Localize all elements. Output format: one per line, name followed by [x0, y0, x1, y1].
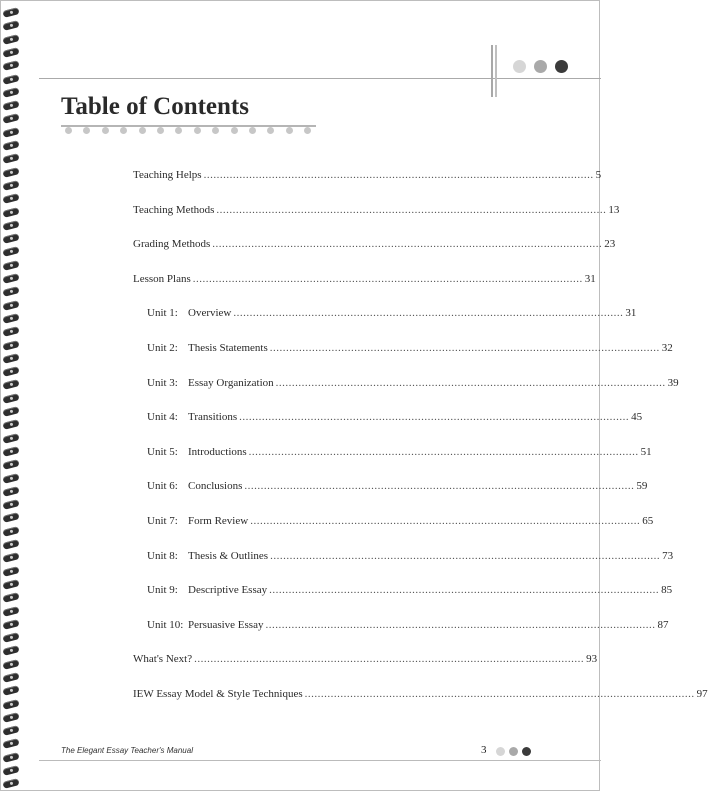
- toc-unit-entry: [147, 619, 669, 631]
- toc-unit-number: Unit 1:: [147, 307, 178, 319]
- toc-dot-leader: ........................................................................................................................: [275, 377, 666, 389]
- toc-unit-entry: [147, 584, 673, 596]
- toc-unit-number: Unit 3:: [147, 377, 178, 389]
- toc-entry-label: Descriptive Essay: [188, 584, 268, 596]
- toc-unit-entry: [147, 411, 643, 423]
- toc-entry-label: Conclusions: [188, 480, 243, 492]
- toc-entry-page: 45: [631, 411, 643, 423]
- toc-entry-label: Grading Methods: [133, 238, 211, 250]
- toc-unit-entry: [147, 377, 679, 389]
- footer-page-number: 3: [481, 744, 487, 756]
- toc-dot-leader: ........................................................................................................................: [244, 480, 635, 492]
- toc-dot-leader: ........................................................................................................................: [248, 446, 639, 458]
- toc-dot-leader: ........................................................................................................................: [233, 307, 624, 319]
- toc-entry: [133, 273, 596, 285]
- toc-unit-entry: [147, 446, 652, 458]
- toc-dot-leader: ........................................................................................................................: [239, 411, 630, 423]
- table-of-contents: [1, 1, 708, 792]
- footer-dot-mid-icon: [509, 747, 518, 756]
- toc-dot-leader: ........................................................................................................................: [192, 273, 583, 285]
- toc-entry: [133, 238, 616, 250]
- toc-entry-page: 39: [667, 377, 679, 389]
- toc-entry-label: Teaching Helps: [133, 169, 202, 181]
- toc-unit-number: Unit 6:: [147, 480, 178, 492]
- toc-unit-number: Unit 4:: [147, 411, 178, 423]
- toc-entry-label: Thesis & Outlines: [188, 550, 269, 562]
- toc-unit-number: Unit 2:: [147, 342, 178, 354]
- toc-entry-label: Essay Organization: [188, 377, 274, 389]
- toc-entry-label: What's Next?: [133, 653, 193, 665]
- footer-rule: [39, 760, 601, 761]
- page-title: Table of Contents: [61, 93, 249, 120]
- toc-entry: [133, 204, 620, 216]
- toc-entry-label: Thesis Statements: [188, 342, 268, 354]
- toc-unit-entry: [147, 515, 654, 527]
- toc-dot-leader: ........................................................................................................................: [250, 515, 641, 527]
- toc-entry-page: 87: [657, 619, 669, 631]
- toc-entry-page: 97: [696, 688, 708, 700]
- footer-dot-dark-icon: [522, 747, 531, 756]
- toc-dot-leader: ........................................................................................................................: [212, 238, 603, 250]
- toc-entry: [133, 169, 602, 181]
- toc-entry-label: Overview: [188, 307, 232, 319]
- toc-entry-page: 23: [604, 238, 616, 250]
- toc-dot-leader: ........................................................................................................................: [265, 619, 656, 631]
- toc-entry-page: 51: [640, 446, 652, 458]
- toc-entry-page: 85: [661, 584, 673, 596]
- toc-dot-leader: ........................................................................................................................: [216, 204, 607, 216]
- toc-entry-page: 5: [595, 169, 602, 181]
- toc-entry-label: Transitions: [188, 411, 238, 423]
- toc-entry-page: 32: [661, 342, 673, 354]
- toc-entry-label: Introductions: [188, 446, 247, 458]
- toc-entry-page: 73: [662, 550, 674, 562]
- toc-entry-label: Form Review: [188, 515, 249, 527]
- toc-unit-entry: [147, 342, 673, 354]
- toc-entry-page: 65: [642, 515, 654, 527]
- toc-entry-page: 31: [584, 273, 596, 285]
- toc-dot-leader: ........................................................................................................................: [269, 584, 660, 596]
- toc-unit-entry: [147, 480, 648, 492]
- toc-dot-leader: ........................................................................................................................: [304, 688, 695, 700]
- toc-dot-leader: ........................................................................................................................: [194, 653, 585, 665]
- toc-unit-entry: [147, 307, 637, 319]
- toc-unit-number: Unit 8:: [147, 550, 178, 562]
- toc-entry: [133, 653, 598, 665]
- toc-entry-page: 93: [586, 653, 598, 665]
- toc-unit-entry: [147, 550, 674, 562]
- toc-entry-label: Persuasive Essay: [188, 619, 264, 631]
- toc-entry-label: Teaching Methods: [133, 204, 215, 216]
- toc-unit-number: Unit 7:: [147, 515, 178, 527]
- toc-dot-leader: ........................................................................................................................: [203, 169, 594, 181]
- toc-entry-label: IEW Essay Model & Style Techniques: [133, 688, 303, 700]
- toc-dot-leader: ........................................................................................................................: [270, 550, 661, 562]
- toc-entry: [133, 688, 708, 700]
- footer-book-title: The Elegant Essay Teacher's Manual: [61, 746, 193, 755]
- toc-entry-page: 13: [608, 204, 620, 216]
- toc-dot-leader: ........................................................................................................................: [269, 342, 660, 354]
- toc-unit-number: Unit 10:: [147, 619, 184, 631]
- toc-unit-number: Unit 5:: [147, 446, 178, 458]
- toc-entry-label: Lesson Plans: [133, 273, 191, 285]
- toc-entry-page: 31: [625, 307, 637, 319]
- toc-entry-page: 59: [636, 480, 648, 492]
- footer-dot-light-icon: [496, 747, 505, 756]
- toc-unit-number: Unit 9:: [147, 584, 178, 596]
